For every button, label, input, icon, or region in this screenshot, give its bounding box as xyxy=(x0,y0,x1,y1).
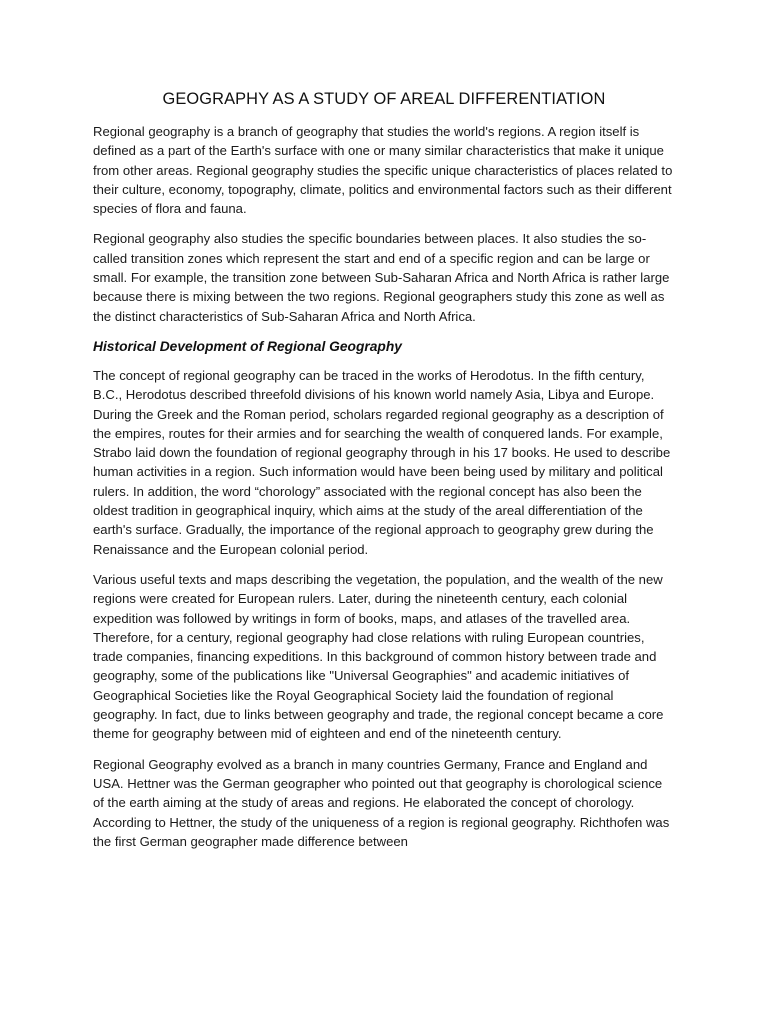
document-page xyxy=(93,88,675,862)
history-paragraph-2: Various useful texts and maps describing the vegetation, the population, and the wealth of the new regions were created for European rulers. Later, during the nineteenth century, each colonial expedition was followed by writings in form of books, maps, and atlases of the travelled area. Therefore, for a century, regional geography had close relations with ruling European countries, trade companies, financing expeditions. In this background of common history between trade and geography, some of the publications like "Universal Geographies" and academic initiatives of Geographical Societies like the Royal Geographical Society laid the foundation of regional geography. In fact, due to links between geography and trade, the regional concept became a core theme for geography between mid of eighteen and end of the nineteenth century. xyxy=(93,571,664,742)
document-title: GEOGRAPHY AS A STUDY OF AREAL DIFFERENTIATION xyxy=(162,90,606,108)
history-paragraph-3: Regional Geography evolved as a branch in many countries Germany, France and England and USA. Hettner was the German geographer who pointed out that geography is chorological science of the earth aiming at the study of areas and regions. He elaborated the concept of chorology. According to Hettner, the study of the uniqueness of a region is regional geography. Richthofen was the first German geographer made difference between xyxy=(93,756,670,849)
section-heading-historical-development: Historical Development of Regional Geography xyxy=(93,338,402,354)
intro-paragraph-2: Regional geography also studies the specific boundaries between places. It also studies the so-called transition zones which represent the start and end of a specific region and can be large or small. For example, the transition zone between Sub-Saharan Africa and North Africa is rather large because there is mixing between the two regions. Regional geographers study this zone as well as the distinct characteristics of Sub-Saharan Africa and North Africa. xyxy=(93,231,670,324)
history-paragraph-1: The concept of regional geography can be traced in the works of Herodotus. In the fifth century, B.C., Herodotus described threefold divisions of his known world namely Asia, Libya and Europe. During the Greek and the Roman period, scholars regarded regional geography as a description of the empires, routes for their armies and for searching the wealth of conquered lands. For example, Strabo laid down the foundation of regional geography through in his 17 books. He used to describe human activities in a region. Such information would have been being used by military and political rulers. In addition, the word “chorology” associated with the regional concept has also been the oldest tradition in geographical inquiry, which aims at the study of the areal differentiation of the earth's surface. Gradually, the importance of the regional approach to geography grew during the Renaissance and the European colonial period. xyxy=(93,367,671,557)
intro-paragraph-1: Regional geography is a branch of geography that studies the world's regions. A region itself is defined as a part of the Earth's surface with one or many similar characteristics that make it unique from other areas. Regional geography studies the specific unique characteristics of places related to their culture, economy, topography, climate, politics and environmental factors such as their different species of flora and fauna. xyxy=(93,124,673,217)
